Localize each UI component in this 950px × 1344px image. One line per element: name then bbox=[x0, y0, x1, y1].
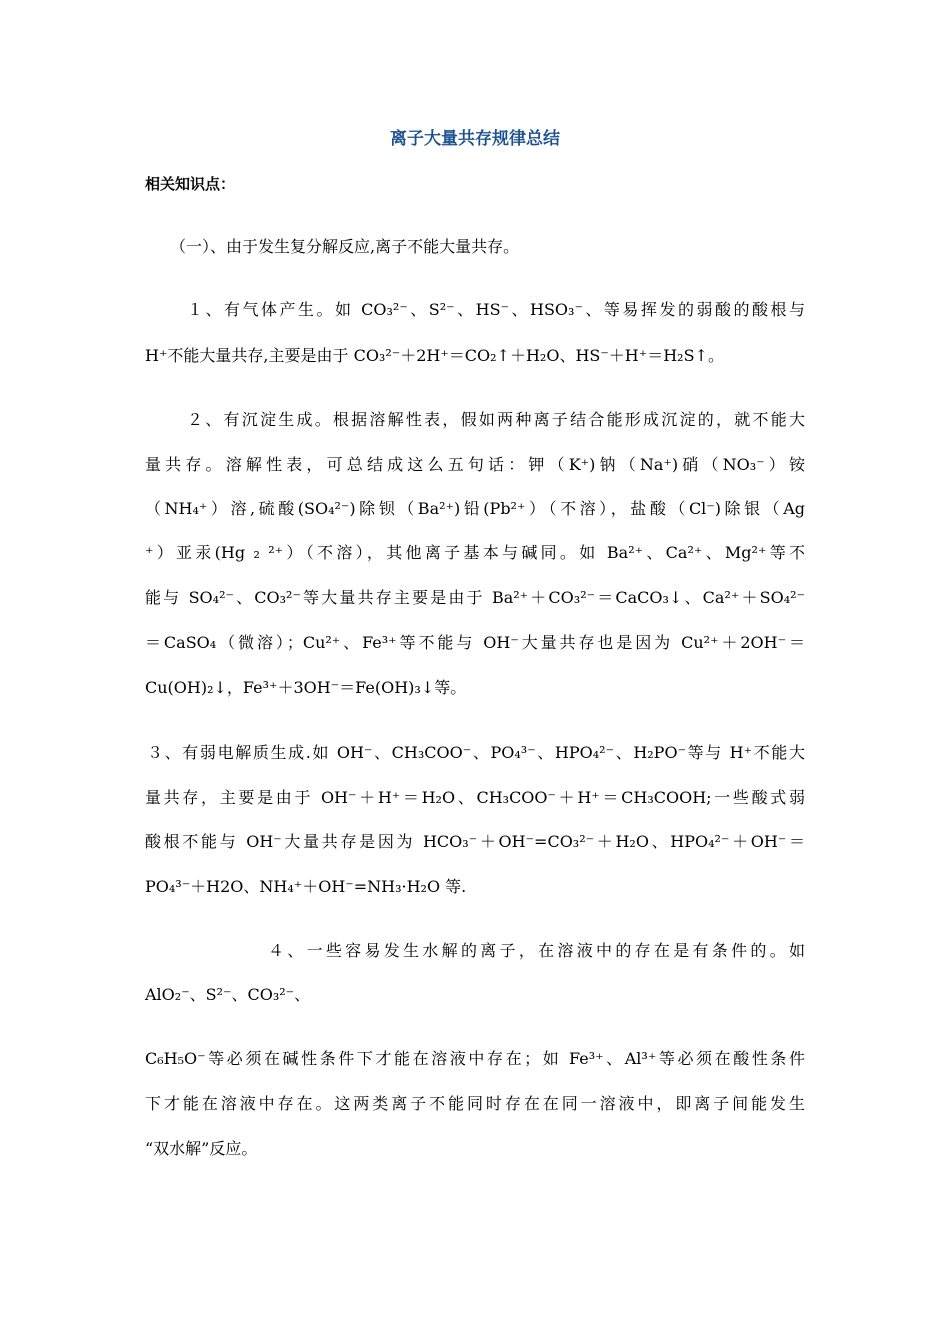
paragraph-line: ２、有沉淀生成。根据溶解性表，假如两种离子结合能形成沉淀的，就不能大 bbox=[187, 410, 805, 429]
paragraph-line: （一）、由于发生复分解反应,离子不能大量共存。 bbox=[170, 237, 520, 256]
paragraph-line: ４、一些容易发生水解的离子，在溶液中的存在是有条件的。如 bbox=[268, 941, 805, 960]
paragraph-line: ３、有弱电解质生成.如 OH⁻、CH₃COO⁻、PO₄³⁻、HPO₄²⁻、H₂PO⁻等与 H⁺不能大 bbox=[147, 743, 805, 762]
page-title: 离子大量共存规律总结 bbox=[390, 129, 560, 149]
paragraph-line: ＝CaSO₄（微溶）；Cu²⁺、Fe³⁺等不能与 OH⁻大量共存也是因为 Cu²⁺＋2OH⁻＝ bbox=[145, 633, 805, 652]
paragraph-line: （NH₄⁺）溶,硫酸(SO₄²⁻)除钡（Ba²⁺)铅(Pb²⁺）（不溶），盐酸（Cl⁻)除银（Ag bbox=[145, 499, 805, 518]
paragraph-line: H⁺不能大量共存,主要是由于 CO₃²⁻＋2H⁺＝CO₂↑＋H₂O、HS⁻＋H⁺＝H₂S↑。 bbox=[145, 346, 724, 365]
paragraph-line: 酸根不能与 OH⁻大量共存是因为 HCO₃⁻＋OH⁻=CO₃²⁻＋H₂O、HPO₄²⁻＋OH⁻＝ bbox=[145, 832, 805, 851]
paragraph-line: 能与 SO₄²⁻、CO₃²⁻等大量共存主要是由于 Ba²⁺＋CO₃²⁻＝CaCO₃↓、Ca²⁺＋SO₄²⁻ bbox=[145, 588, 805, 607]
paragraph-line: “双水解”反应。 bbox=[145, 1139, 258, 1158]
section-heading: 相关知识点： bbox=[145, 175, 236, 193]
paragraph-line: １、有气体产生。如 CO₃²⁻、S²⁻、HS⁻、HSO₃⁻、等易挥发的弱酸的酸根与 bbox=[187, 300, 805, 319]
paragraph-line: 量共存，主要是由于 OH⁻＋H⁺＝H₂O、CH₃COO⁻＋H⁺＝CH₃COOH;一些酸式弱 bbox=[145, 788, 805, 807]
paragraph-line: PO₄³⁻＋H2O、NH₄⁺＋OH⁻=NH₃·H₂O 等. bbox=[145, 877, 467, 896]
paragraph-line: 量共存。溶解性表，可总结成这么五句话：钾（K⁺)钠（Na⁺)硝（NO₃⁻）铵 bbox=[145, 455, 805, 474]
paragraph-line: ⁺）亚汞(Hg ₂ ²⁺）（不溶），其他离子基本与碱同。如 Ba²⁺、Ca²⁺、Mg²⁺等不 bbox=[145, 543, 805, 562]
paragraph-line: C₆H₅O⁻等必须在碱性条件下才能在溶液中存在；如 Fe³⁺、Al³⁺等必须在酸性条件 bbox=[145, 1049, 805, 1068]
paragraph-line: 下才能在溶液中存在。这两类离子不能同时存在在同一溶液中，即离子间能发生 bbox=[145, 1094, 805, 1113]
paragraph-line: Cu(OH)₂↓，Fe³⁺＋3OH⁻＝Fe(OH)₃↓等。 bbox=[145, 678, 467, 697]
paragraph-line: AlO₂⁻、S²⁻、CO₃²⁻、 bbox=[145, 985, 311, 1004]
